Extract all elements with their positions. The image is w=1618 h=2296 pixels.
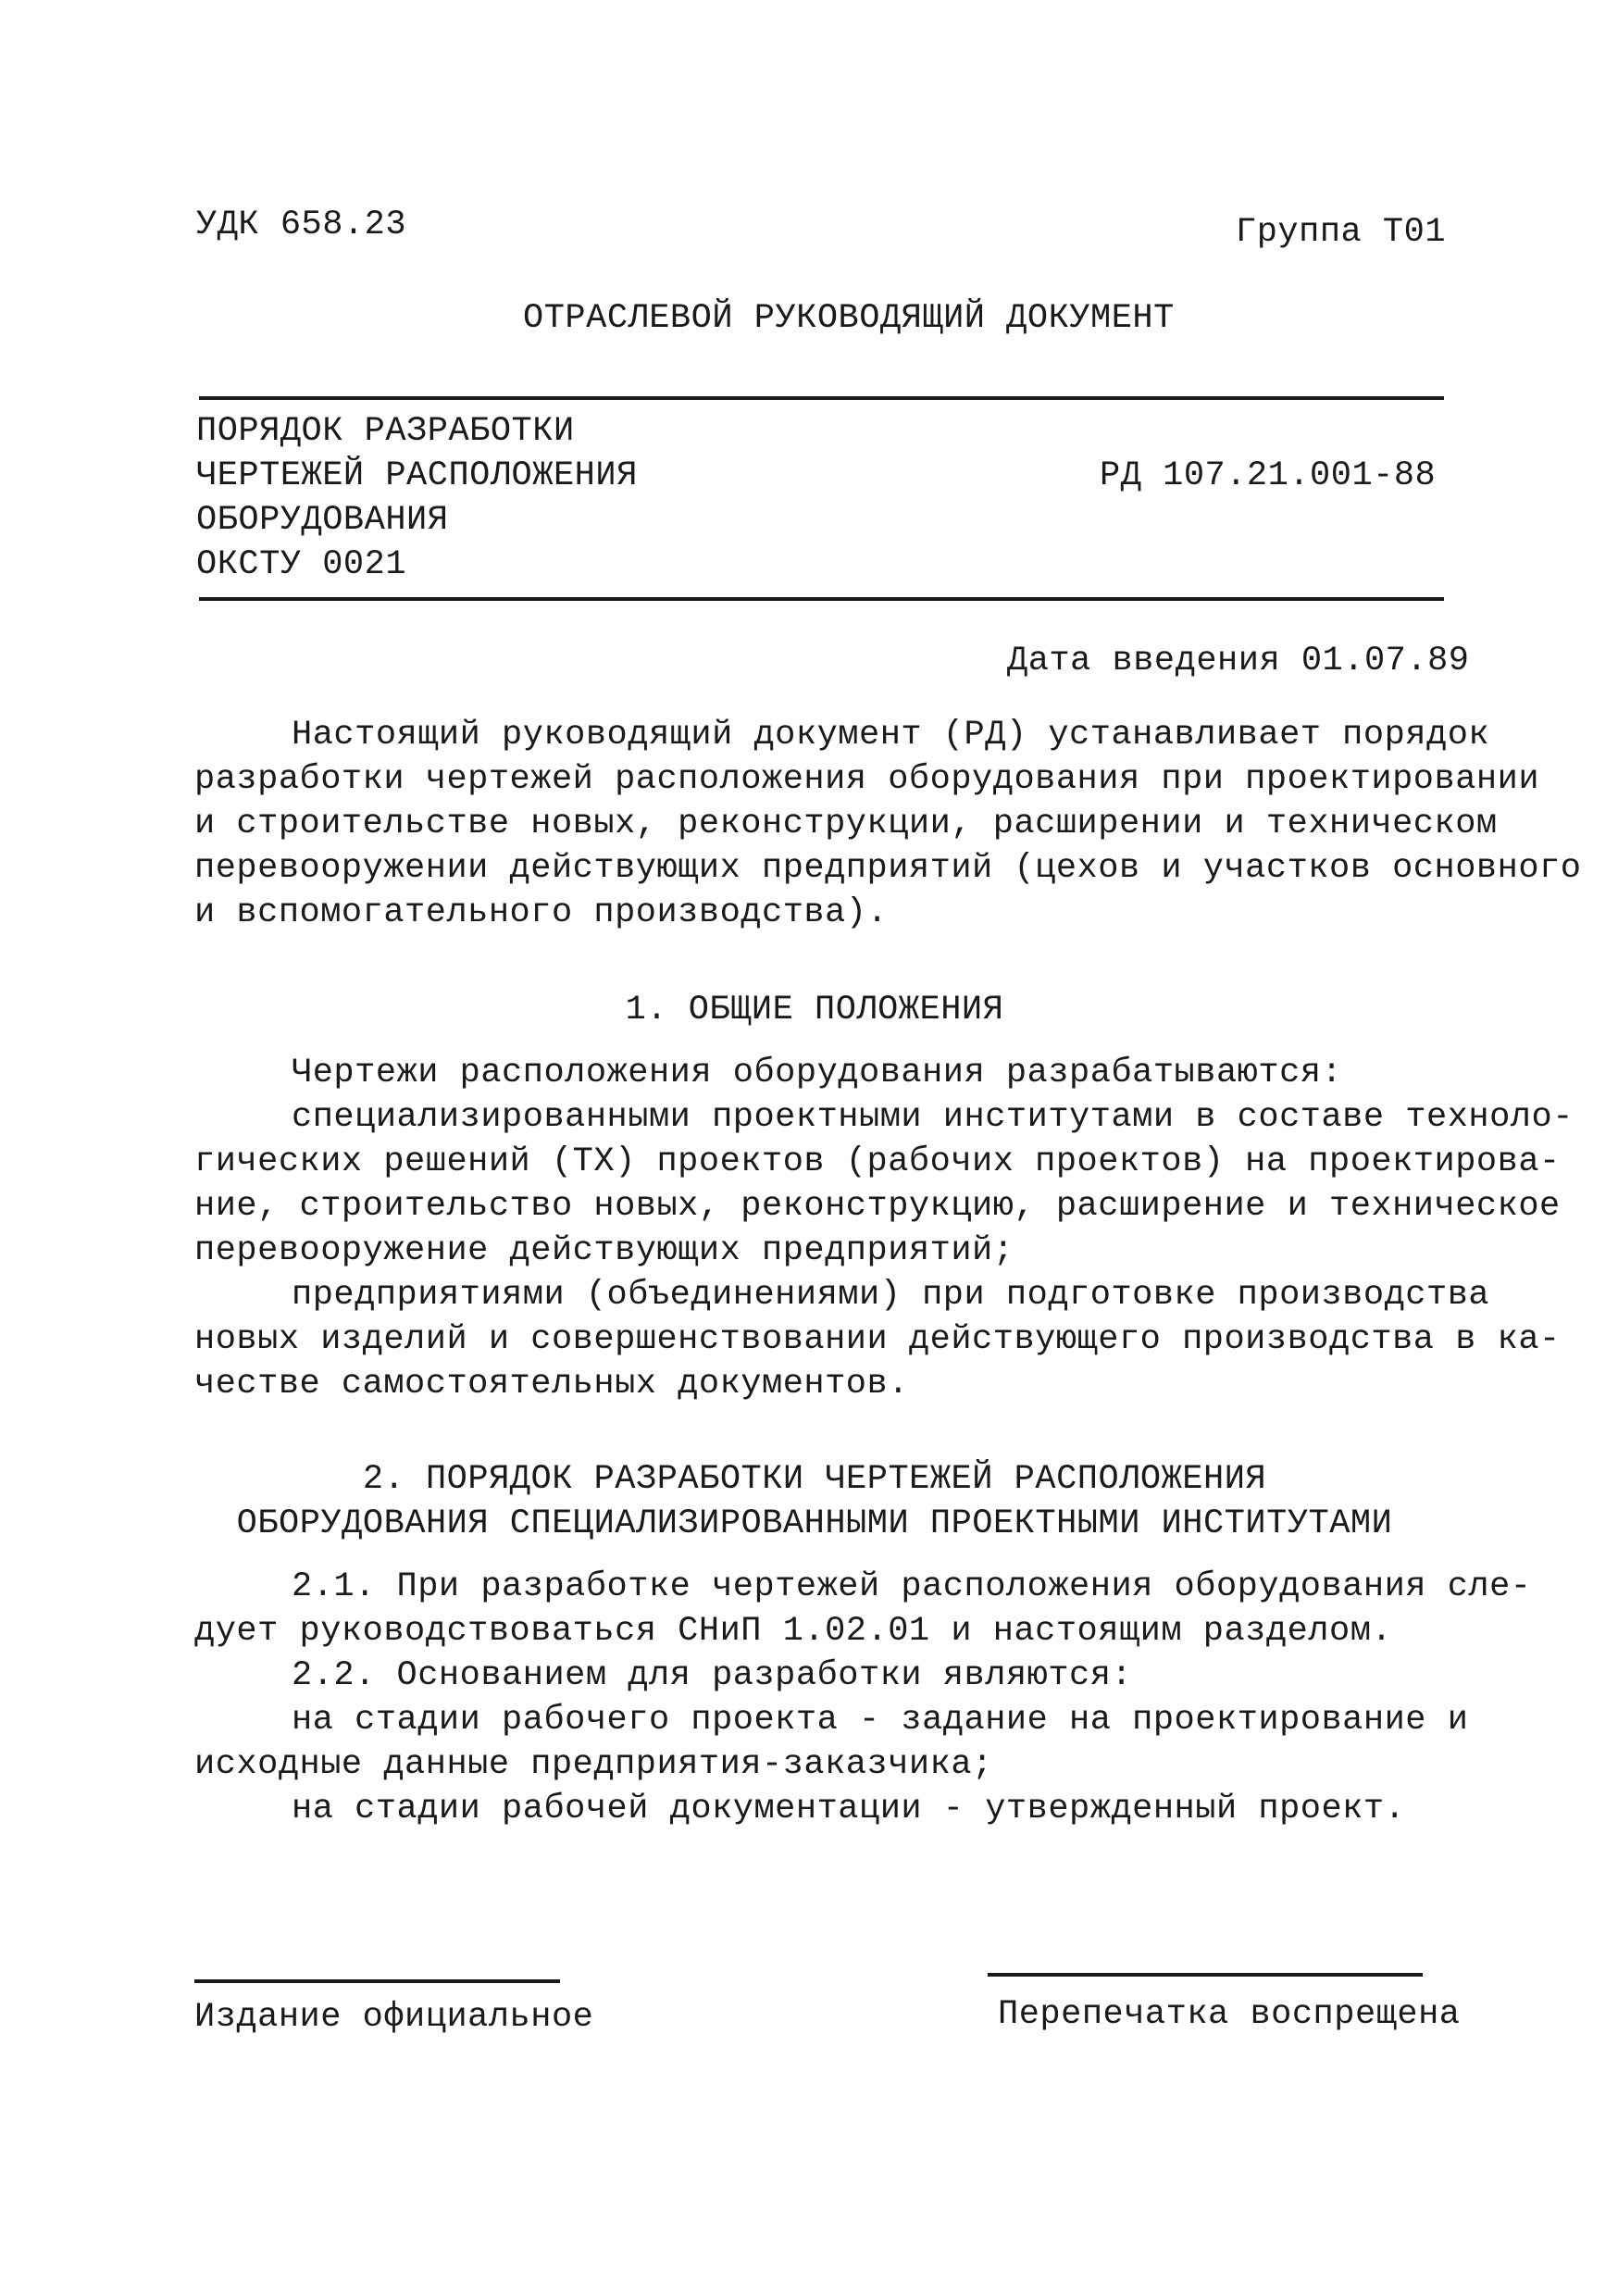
section-1-line-8: честве самостоятельных документов. xyxy=(194,1365,909,1404)
intro-line-4: перевооружении действующих предприятий (цехов и участков основного xyxy=(194,849,1582,888)
section-1-line-4: ние, строительство новых, реконструкцию, расширение и техническое xyxy=(194,1187,1561,1226)
footer-official-edition: Издание официальное xyxy=(194,1998,594,2037)
section-1-line-5: перевооружение действующих предприятий; xyxy=(194,1231,1014,1270)
section-2-line-1: 2.1. При разработке чертежей расположения оборудования сле- xyxy=(292,1567,1532,1606)
section-1-heading: 1. ОБЩИЕ ПОЛОЖЕНИЯ xyxy=(625,991,1004,1029)
title-top-rule xyxy=(199,396,1444,400)
section-1-line-6: предприятиями (объединениями) при подготовке производства xyxy=(292,1276,1490,1315)
intro-line-5: и вспомогательного производства). xyxy=(194,893,889,932)
section-2-heading-line-1: 2. ПОРЯДОК РАЗРАБОТКИ ЧЕРТЕЖЕЙ РАСПОЛОЖЕНИЯ xyxy=(362,1460,1267,1499)
section-2-heading-line-2: ОБОРУДОВАНИЯ СПЕЦИАЛИЗИРОВАННЫМИ ПРОЕКТНЫМИ ИНСТИТУТАМИ xyxy=(236,1504,1393,1543)
section-2-line-3: 2.2. Основанием для разработки являются: xyxy=(292,1656,1133,1695)
section-2-body xyxy=(194,1565,1532,1831)
intro-line-3: и строительстве новых, реконструкции, расширении и техническом xyxy=(194,805,1498,843)
udk-code: УДК 658.23 xyxy=(196,206,407,244)
intro-line-2: разработки чертежей расположения оборудования при проектировании xyxy=(194,760,1540,799)
section-1-body xyxy=(194,1051,1574,1406)
document-code: РД 107.21.001-88 xyxy=(1100,456,1437,495)
footer-reprint-prohibited: Перепечатка воспрещена xyxy=(998,1995,1461,2034)
intro-paragraph xyxy=(194,713,1582,935)
section-1-line-1: Чертежи расположения оборудования разрабатываются: xyxy=(292,1054,1343,1092)
section-2-line-6: на стадии рабочей документации - утвержденный проект. xyxy=(292,1790,1406,1828)
footer-left-rule xyxy=(194,1979,560,1983)
group-code: Группа Т01 xyxy=(1236,213,1447,252)
section-2-line-4: на стадии рабочего проекта - задание на проектирование и xyxy=(292,1701,1469,1740)
section-1-line-7: новых изделий и совершенствовании действующего производства в ка- xyxy=(194,1320,1561,1359)
section-2-line-2: дует руководствоваться СНиП 1.02.01 и настоящим разделом. xyxy=(194,1612,1393,1651)
title-line-4: ОКСТУ 0021 xyxy=(196,545,407,584)
title-line-3: ОБОРУДОВАНИЯ xyxy=(196,501,449,540)
title-bottom-rule xyxy=(199,597,1444,601)
title-line-1: ПОРЯДОК РАЗРАБОТКИ xyxy=(196,412,575,451)
section-1-line-2: специализированными проектными институтами в составе техноло- xyxy=(292,1098,1574,1137)
introduction-date: Дата введения 01.07.89 xyxy=(1007,642,1470,680)
title-line-2: ЧЕРТЕЖЕЙ РАСПОЛОЖЕНИЯ xyxy=(196,456,638,495)
footer-right-rule xyxy=(988,1973,1423,1977)
section-1-line-3: гических решений (ТХ) проектов (рабочих проектов) на проектирова- xyxy=(194,1142,1561,1181)
section-2-line-5: исходные данные предприятия-заказчика; xyxy=(194,1745,993,1784)
document-type: ОТРАСЛЕВОЙ РУКОВОДЯЩИЙ ДОКУМЕНТ xyxy=(523,299,1175,338)
intro-line-1: Настоящий руководящий документ (РД) устанавливает порядок xyxy=(292,716,1490,755)
